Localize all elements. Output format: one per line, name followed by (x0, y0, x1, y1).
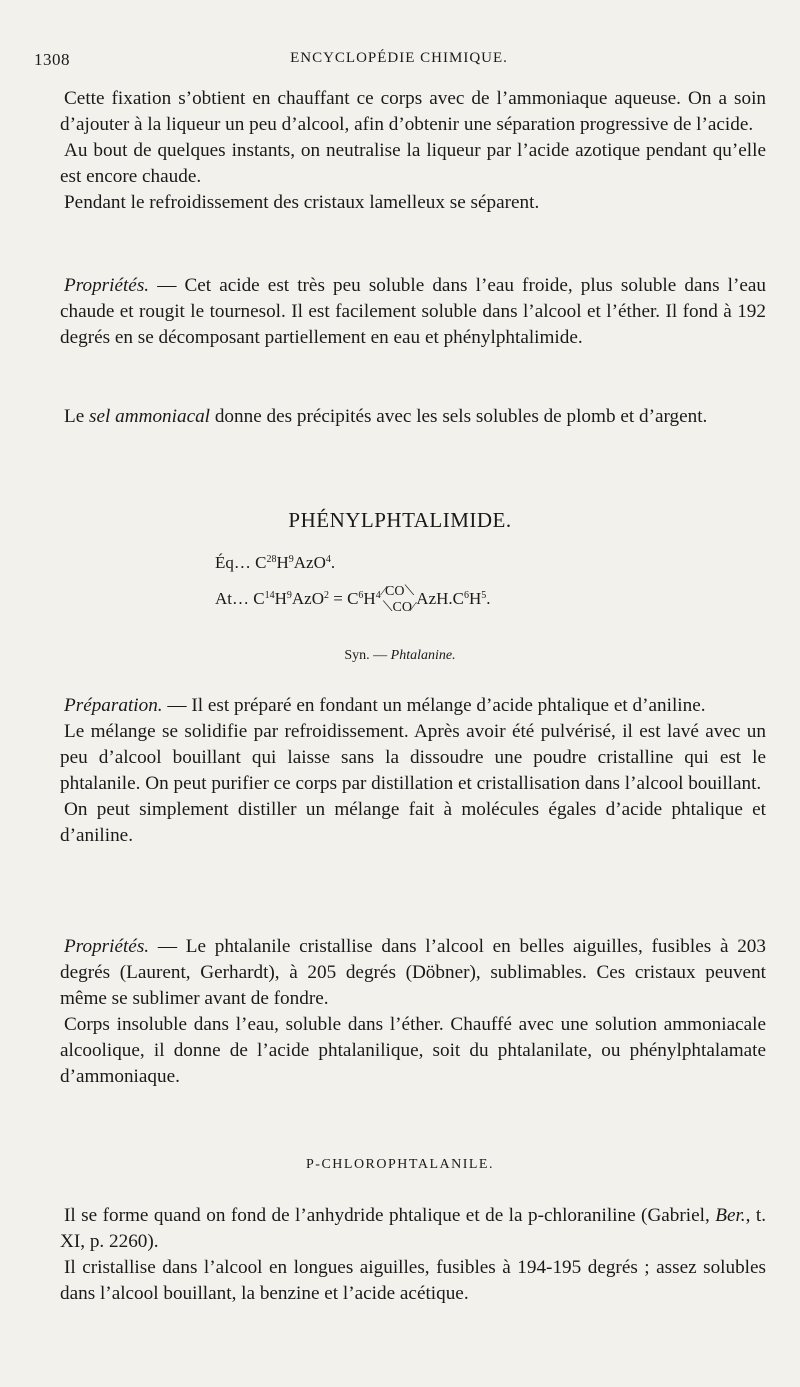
phenyl-properties-text: — Le phtalanile cristallise dans l’alcool en belles aiguilles, fusibles à 203 degrés (Laurent, Gerhardt), à 205 degrés (Döbner), sublimables. Ces cristaux peuvent même se sublimer avant de fondre. (60, 936, 766, 1009)
paragraph-salt (60, 404, 766, 430)
formula-equivalent: Éq… $C^{28}H^9AzO^4$. (215, 553, 336, 572)
properties-label: Propriétés. (64, 275, 150, 296)
section-phenyl-preparation (60, 693, 766, 849)
preparation-text: — Il est préparé en fondant un mélange d’acide phtalique et d’aniline. (162, 695, 706, 716)
formula-atomic: At… $C^{14}H^9AzO^2 = C^6H^4$ ⁄CO⟍ ⟍CO⁄ $AzH.C^6H^5$. (215, 584, 491, 615)
heading-phenylphtalimide: PHÉNYLPHTALIMIDE. (288, 508, 512, 532)
salt-label: sel ammoniacal (89, 406, 211, 427)
section-acid-properties (60, 273, 766, 351)
synonym-line: Syn. — Phtalanine. (344, 648, 456, 663)
section-phenyl-properties (60, 934, 766, 1090)
paragraph-chloro-crystallise: Il cristallise dans l’alcool en longues aiguilles, fusibles à 194-195 degrés ; assez solubles dans l’alcool bouillant, la benzine et l’acide acétique. (60, 1257, 766, 1304)
paragraph-melange: Le mélange se solidifie par refroidissement. Après avoir été pulvérisé, il est lavé avec un peu d’alcool bouillant qui laisse sans la dissoudre une poudre cristalline qui est le phtalanile. On peut purifier ce corps par distillation et cristallisation dans l’alcool bouillant. (60, 721, 766, 794)
section-chloro (60, 1203, 766, 1307)
chloro-reference-detail: , t. XI, p. 2260). (60, 1205, 766, 1252)
salt-prefix: Le (64, 406, 90, 427)
formula-co-group: ⁄CO⟍ ⟍CO⁄ (382, 584, 415, 615)
properties-text: — Cet acide est très peu soluble dans l’eau froide, plus soluble dans l’eau chaude et rougit le tournesol. Il est facilement soluble dans l’alcool et l’éther. Il fond à 192 degrés en se décomposant partiellement en eau et phénylphtalimide. (60, 275, 766, 348)
paragraph-properties (60, 273, 766, 351)
paragraph-fixation: Cette fixation s’obtient en chauffant ce corps avec de l’ammoniaque aqueuse. On a soin d’ajouter à la liqueur un peu d’alcool, afin d’obtenir une séparation progressive de l’acide. (60, 88, 766, 135)
synonym-label: Syn. (344, 648, 370, 663)
section-acid-salt (60, 404, 766, 430)
paragraph-corps-insoluble: Corps insoluble dans l’eau, soluble dans l’éther. Chauffé avec une solution ammoniacale alcoolique, il donne de l’acide phtalanilique, soit du phtalanilate, ou phénylphtalamate d’ammoniaque. (60, 1014, 766, 1087)
heading-chlorophtalanile: P-CHLOROPHTALANILE. (306, 1157, 494, 1172)
page-number: 1308 (34, 50, 70, 69)
paragraph-distiller: On peut simplement distiller un mélange fait à molécules égales d’acide phtalique et d’aniline. (60, 799, 766, 846)
chloro-reference: Ber. (715, 1205, 746, 1226)
running-title: ENCYCLOPÉDIE CHIMIQUE. (290, 50, 508, 66)
section-acid-text (60, 86, 766, 216)
chloro-formation-text: Il se forme quand on fond de l’anhydride phtalique et de la p-chloraniline (Gabriel, (64, 1205, 716, 1226)
paragraph-phenyl-properties (60, 934, 766, 1012)
salt-text: donne des précipités avec les sels solubles de plomb et d’argent. (210, 406, 708, 427)
preparation-label: Préparation. (64, 695, 163, 716)
synonym-value: Phtalanine. (390, 648, 456, 663)
paragraph-preparation (60, 693, 766, 719)
running-header (34, 50, 764, 74)
paragraph-refroidissement: Pendant le refroidissement des cristaux lamelleux se séparent. (64, 192, 540, 213)
paragraph-chloro-formation (60, 1203, 766, 1255)
phenyl-properties-label: Propriétés. (64, 936, 150, 957)
paragraph-neutralise: Au bout de quelques instants, on neutralise la liqueur par l’acide azotique pendant qu’elle est encore chaude. (60, 140, 766, 187)
